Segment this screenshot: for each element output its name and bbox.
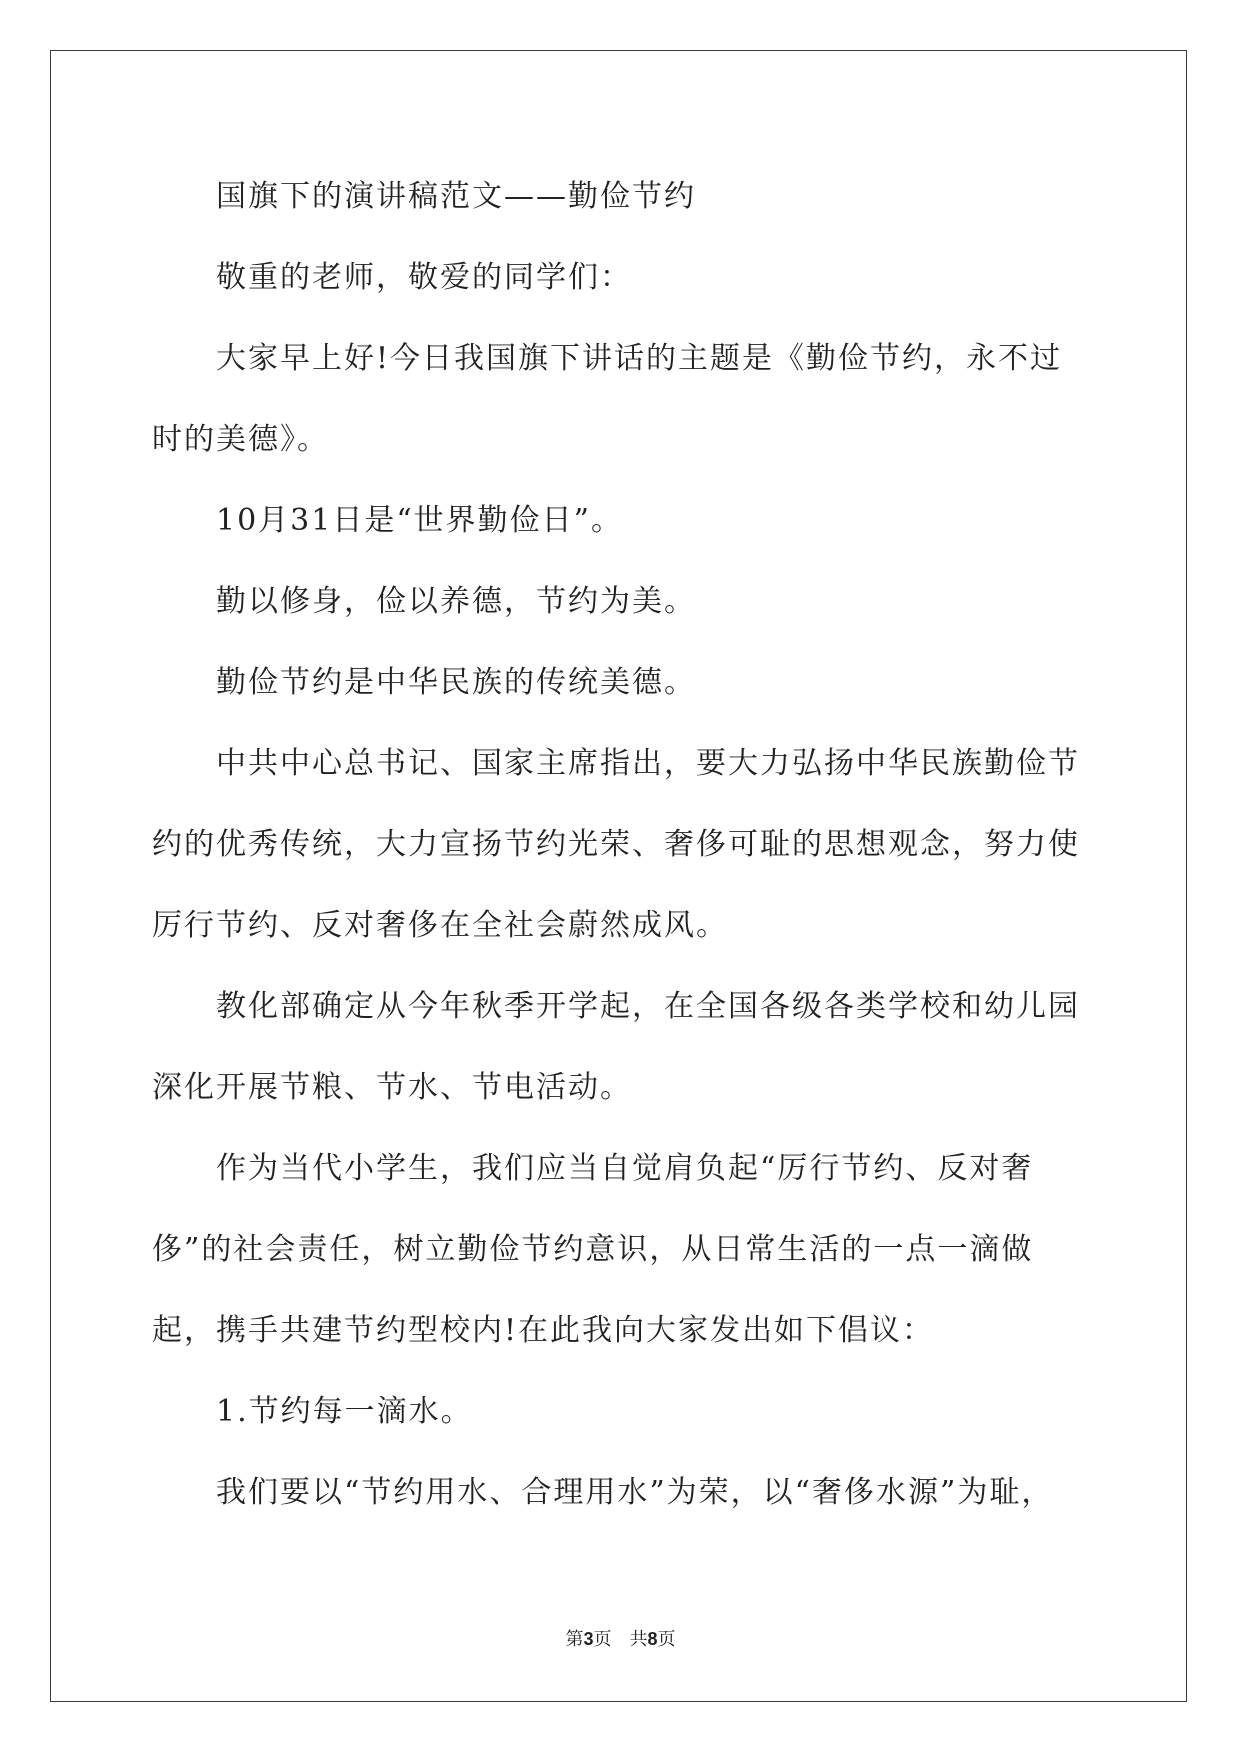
paragraph-list-item: 1.节约每一滴水。 [216, 1394, 473, 1429]
document-body [152, 156, 1088, 1533]
footer-total-prefix: 共 [629, 1629, 648, 1650]
page-footer [0, 1625, 1241, 1651]
paragraph-greeting: 敬重的老师，敬爱的同学们： [216, 260, 632, 295]
footer-total-suffix: 页 [657, 1629, 676, 1650]
paragraph: 教化部确定从今年秋季开学起，在全国各级各类学校和幼儿园深化开展节粮、节水、节电活动。 [152, 989, 1080, 1105]
paragraph: 勤俭节约是中华民族的传统美德。 [216, 665, 696, 700]
paragraph: 我们要以“节约用水、合理用水”为荣，以“奢侈水源”为耻， [216, 1475, 1054, 1510]
paragraph: 大家早上好!今日我国旗下讲话的主题是《勤俭节约，永不过时的美德》。 [152, 341, 1063, 457]
document-title: 国旗下的演讲稿范文——勤俭节约 [216, 179, 696, 214]
paragraph: 中共中心总书记、国家主席指出，要大力弘扬中华民族勤俭节约的优秀传统，大力宣扬节约光荣、奢侈可耻的思想观念，努力使厉行节约、反对奢侈在全社会蔚然成风。 [152, 746, 1080, 943]
paragraph: 10月31日是“世界勤俭日”。 [216, 503, 624, 538]
footer-page-number: 3 [583, 1629, 594, 1649]
paragraph: 勤以修身，俭以养德，节约为美。 [216, 584, 696, 619]
footer-page-prefix: 第 [565, 1629, 584, 1650]
paragraph: 作为当代小学生，我们应当自觉肩负起“厉行节约、反对奢侈”的社会责任，树立勤俭节约意识，从日常生活的一点一滴做起，携手共建节约型校内!在此我向大家发出如下倡议： [152, 1151, 1034, 1348]
footer-page-suffix: 页 [593, 1629, 612, 1650]
footer-total-pages: 8 [647, 1629, 658, 1649]
